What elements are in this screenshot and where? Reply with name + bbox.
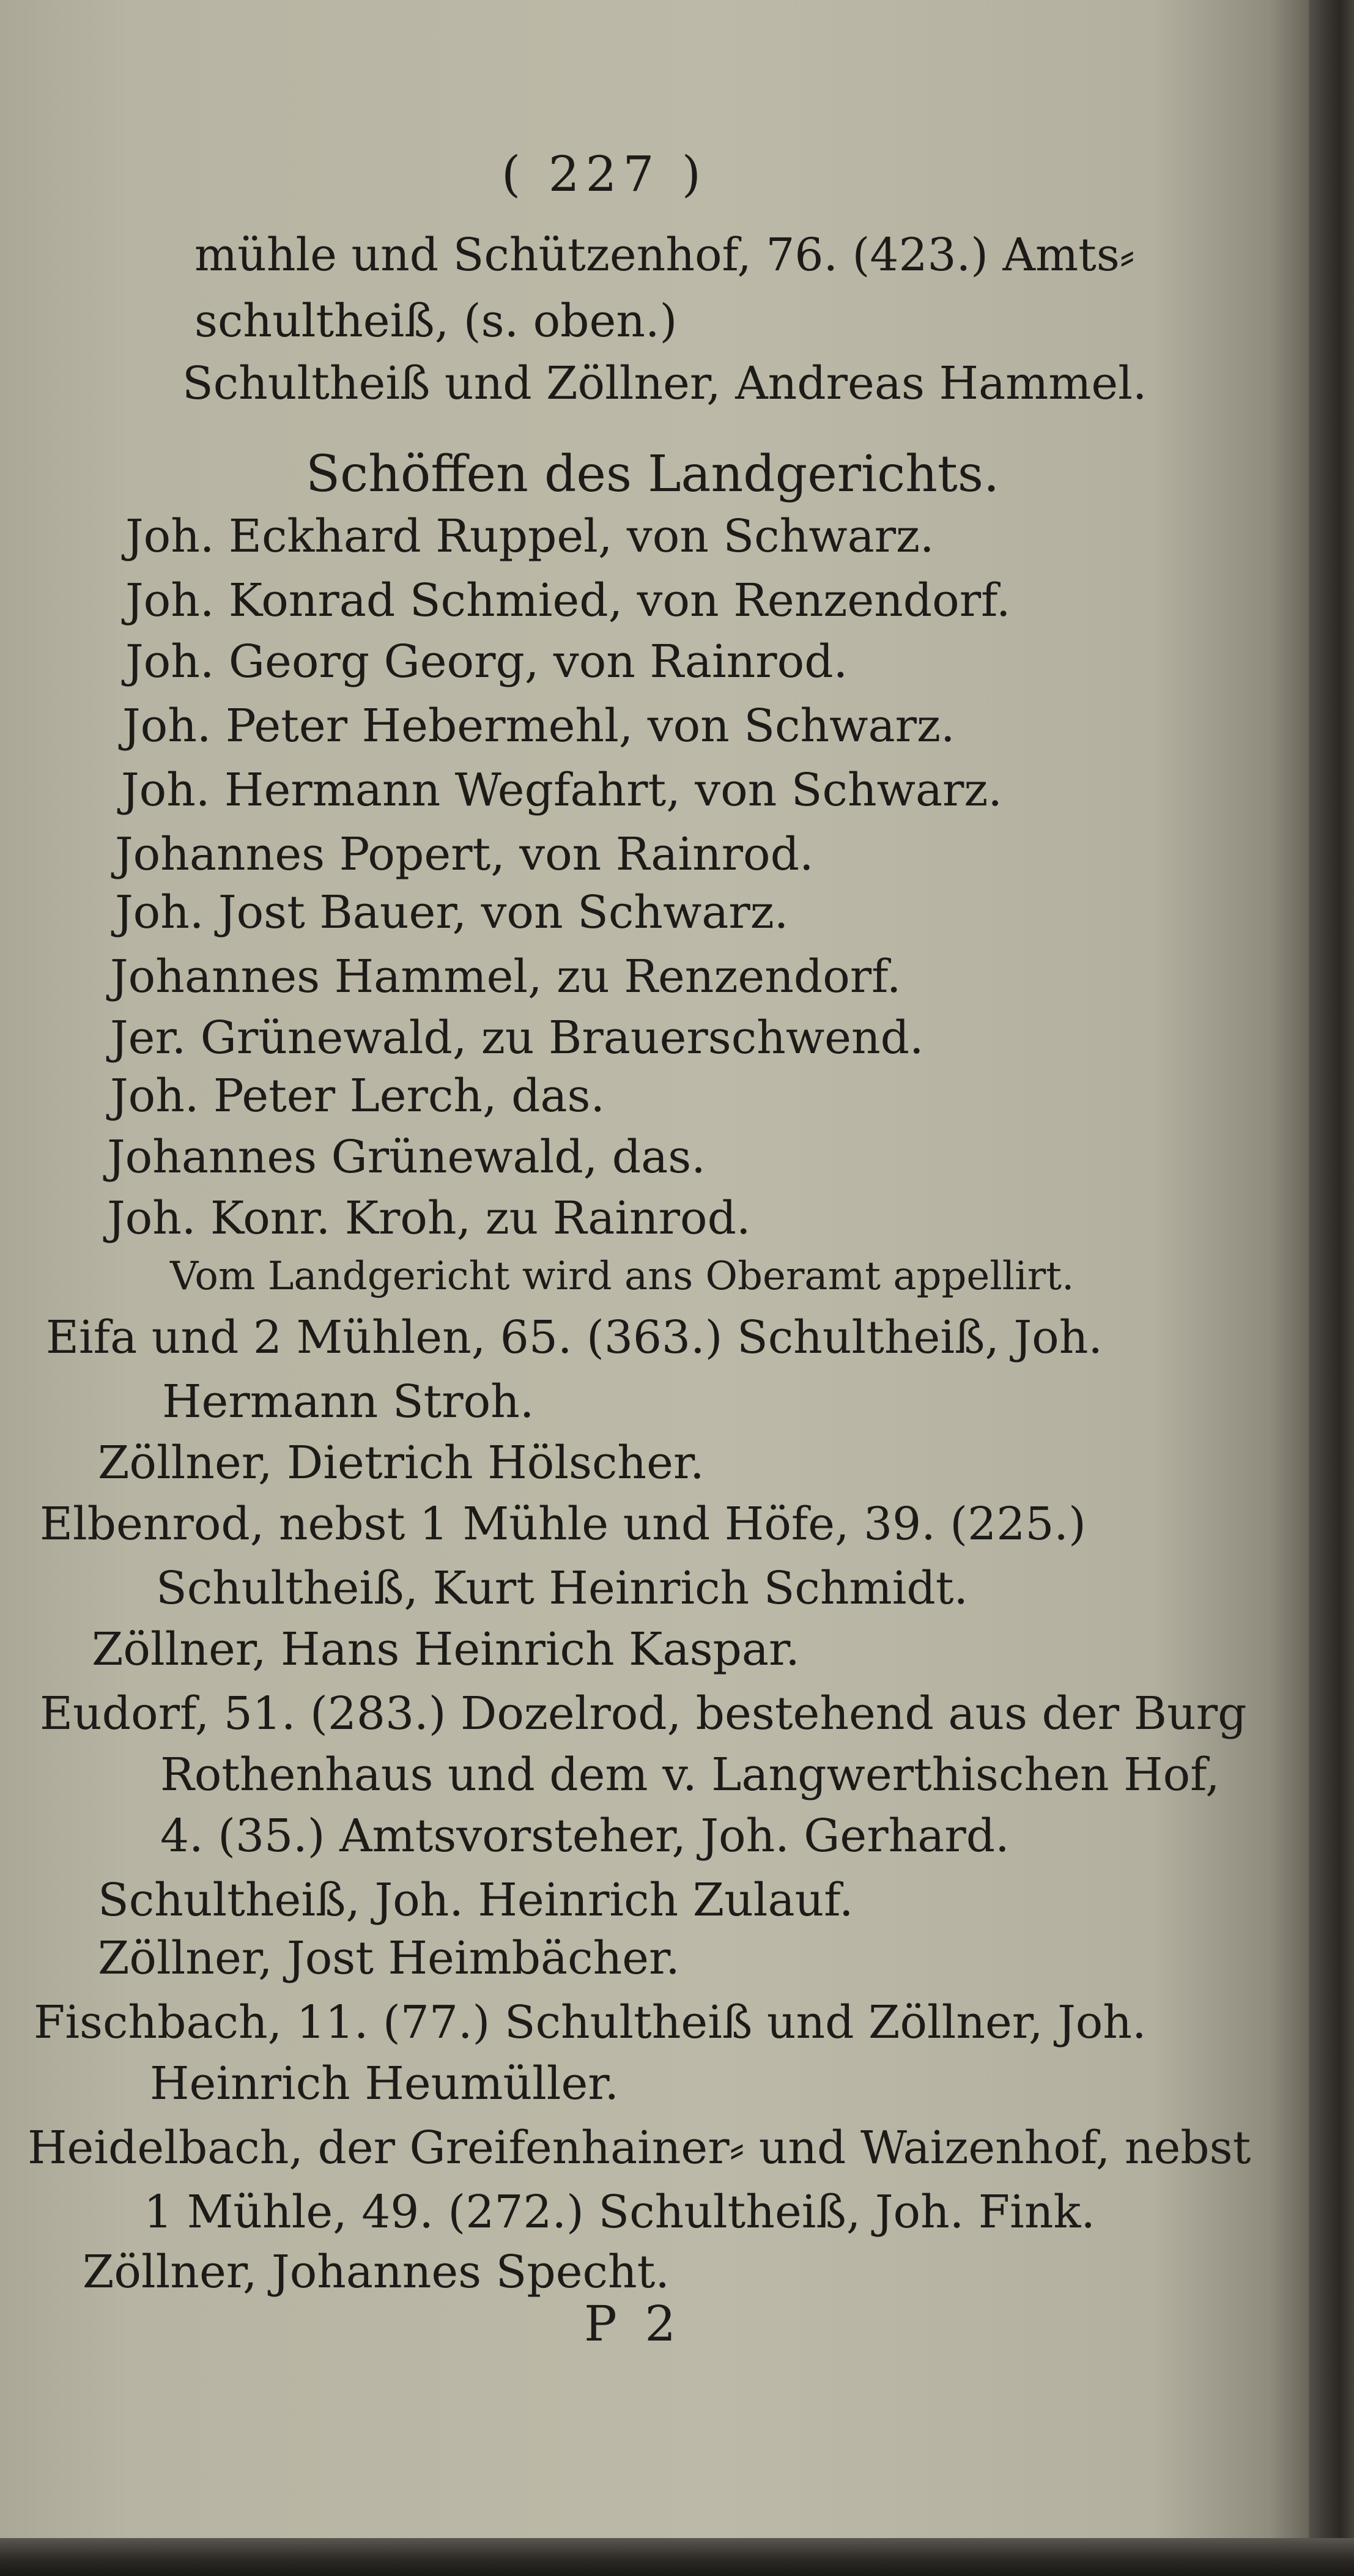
text-line: Zöllner, Dietrich Hölscher. xyxy=(98,1437,705,1489)
text-line: Joh. Peter Lerch, das. xyxy=(110,1070,605,1122)
text-line: Zöllner, Johannes Specht. xyxy=(83,2246,670,2298)
text-line: Schultheiß, Joh. Heinrich Zulauf. xyxy=(98,1874,854,1926)
text-line: Joh. Hermann Wegfahrt, von Schwarz. xyxy=(121,764,1002,816)
page-header: ( 227 ) xyxy=(501,146,707,202)
text-line: Joh. Georg Georg, von Rainrod. xyxy=(125,635,848,688)
text-line: 1 Mühle, 49. (272.) Schultheiß, Joh. Fink. xyxy=(144,2186,1095,2238)
text-line: Rothenhaus und dem v. Langwerthischen Hof, xyxy=(160,1749,1220,1801)
text-line: Joh. Peter Hebermehl, von Schwarz. xyxy=(122,700,955,752)
text-line: Johannes Hammel, zu Renzendorf. xyxy=(110,950,901,1003)
text-line: schultheiß, (s. oben.) xyxy=(194,295,678,347)
appeal-note: Vom Landgericht wird ans Oberamt appellirt. xyxy=(170,1254,1075,1299)
text-line: Joh. Eckhard Ruppel, von Schwarz. xyxy=(125,510,934,563)
text-line: Johannes Grünewald, das. xyxy=(107,1131,706,1183)
text-line: Heidelbach, der Greifenhainer⸗ und Waizenhof, nebst xyxy=(28,2122,1251,2174)
text-line: Joh. Jost Bauer, von Schwarz. xyxy=(115,886,789,939)
text-line: Hermann Stroh. xyxy=(162,1375,535,1428)
text-line: mühle und Schützenhof, 76. (423.) Amts⸗ xyxy=(194,229,1135,281)
text-line: Eifa und 2 Mühlen, 65. (363.) Schultheiß, Joh. xyxy=(46,1311,1103,1364)
section-heading: Schöffen des Landgerichts. xyxy=(306,445,1000,503)
text-line: Johannes Popert, von Rainrod. xyxy=(115,828,814,881)
text-line: 4. (35.) Amtsvorsteher, Joh. Gerhard. xyxy=(160,1810,1010,1862)
text-line: Jer. Grünewald, zu Brauerschwend. xyxy=(110,1012,924,1064)
bottom-shadow xyxy=(0,2538,1354,2576)
text-line: Joh. Konrad Schmied, von Renzendorf. xyxy=(125,574,1011,627)
text-line: Zöllner, Jost Heimbächer. xyxy=(98,1932,680,1985)
book-spine xyxy=(1309,0,1354,2576)
text-line: Elbenrod, nebst 1 Mühle und Höfe, 39. (225.) xyxy=(40,1498,1086,1550)
text-line: Eudorf, 51. (283.) Dozelrod, bestehend aus der Burg xyxy=(40,1687,1247,1740)
text-line: Schultheiß und Zöllner, Andreas Hammel. xyxy=(182,357,1147,410)
text-line: Schultheiß, Kurt Heinrich Schmidt. xyxy=(156,1562,968,1615)
text-line: Fischbach, 11. (77.) Schultheiß und Zöllner, Joh. xyxy=(34,1996,1147,2049)
text-line: Zöllner, Hans Heinrich Kaspar. xyxy=(92,1623,800,1676)
text-line: Joh. Konr. Kroh, zu Rainrod. xyxy=(107,1192,751,1245)
signature-mark: P 2 xyxy=(584,2295,683,2352)
text-line: Heinrich Heumüller. xyxy=(150,2057,620,2110)
